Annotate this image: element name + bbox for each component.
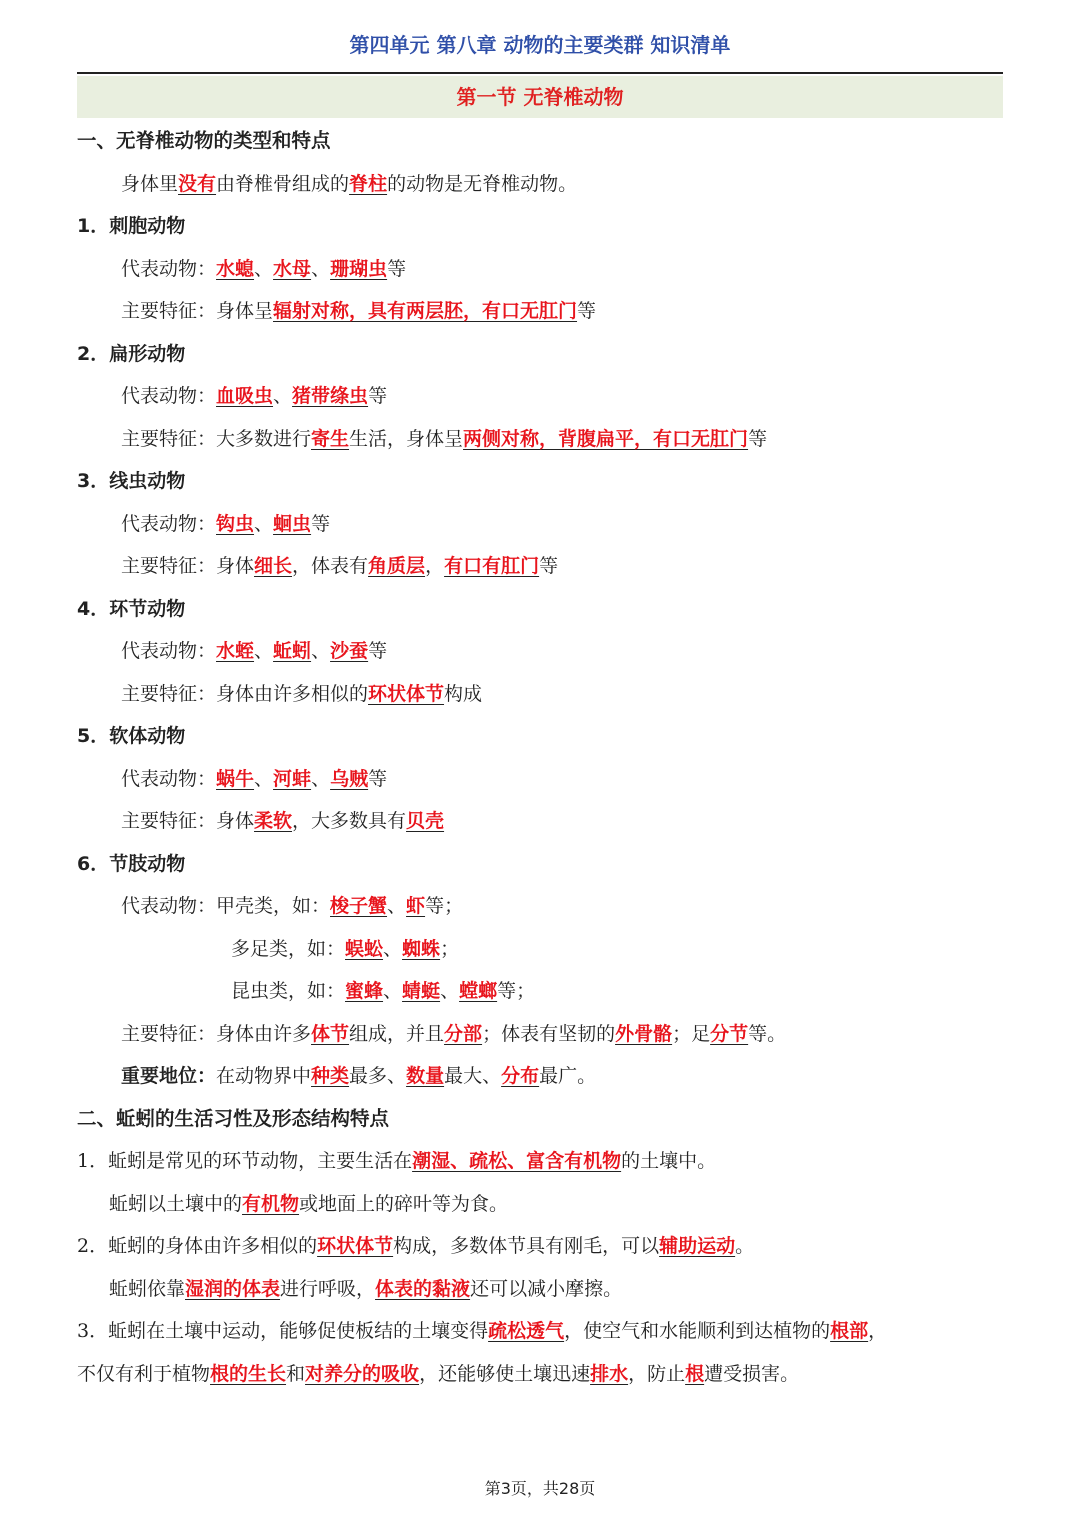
text-segment: 等 <box>311 512 331 535</box>
heading-line <box>77 588 1007 631</box>
text-segment: 等 <box>577 300 597 322</box>
text-segment: 、 <box>254 767 274 790</box>
document-body <box>77 120 1007 1395</box>
text-line <box>77 1353 1007 1396</box>
heading-line <box>77 205 1007 248</box>
text-segment: 多足类，如： <box>231 937 346 960</box>
keyword-answer: 根的生长 <box>210 1362 287 1385</box>
text-segment: 最多、 <box>349 1065 407 1087</box>
text-segment: 等； <box>497 980 536 1002</box>
text-segment: 等。 <box>748 1022 787 1045</box>
text-segment: 、 <box>273 385 293 407</box>
keyword-answer: 有机物 <box>242 1192 300 1215</box>
keyword-answer: 分部 <box>444 1022 483 1045</box>
text-segment: 2．扁形动物 <box>77 342 186 365</box>
text-segment: 身体里 <box>121 172 179 195</box>
keyword-answer: 脊柱 <box>349 172 388 195</box>
text-segment: ，使空气和水能顺利到达植物的 <box>564 1320 831 1342</box>
keyword-answer: 水母 <box>273 257 312 280</box>
text-segment: 代表动物： <box>121 512 217 535</box>
keyword-answer: 两侧对称，背腹扁平，有口无肛门 <box>463 427 749 450</box>
keyword-answer: 对养分的吸收 <box>305 1362 420 1385</box>
keyword-answer: 贝壳 <box>406 810 445 832</box>
text-line <box>77 1013 1007 1056</box>
text-segment: 、 <box>383 980 403 1002</box>
text-segment: ； <box>440 937 460 960</box>
heading-line <box>77 460 1007 503</box>
keyword-answer: 有口有肛门 <box>444 555 540 577</box>
keyword-answer: 环状体节 <box>317 1235 394 1257</box>
text-segment: 主要特征：身体 <box>121 555 255 577</box>
text-segment: ，大多数具有 <box>292 810 407 832</box>
keyword-answer: 体节 <box>311 1022 350 1045</box>
text-line <box>77 673 1007 716</box>
keyword-answer: 蚯蚓 <box>273 640 312 662</box>
text-segment: 3．线虫动物 <box>77 470 186 492</box>
heading-line <box>77 715 1007 758</box>
text-line <box>77 375 1007 418</box>
text-segment: 主要特征：身体 <box>121 810 255 832</box>
keyword-answer: 种类 <box>311 1065 350 1087</box>
keyword-answer: 角质层 <box>368 555 426 577</box>
text-segment: ， <box>425 555 445 577</box>
text-line <box>77 1310 1007 1353</box>
text-segment: 主要特征：身体由许多 <box>121 1022 312 1045</box>
keyword-answer: 蜈蚣 <box>345 937 384 960</box>
heading-line <box>77 120 1007 163</box>
text-line <box>77 800 1007 843</box>
keyword-answer: 辅助运动 <box>659 1235 736 1257</box>
text-segment: 在动物界中 <box>216 1065 312 1087</box>
text-segment: 、 <box>387 895 407 917</box>
text-segment: 4．环节动物 <box>77 597 186 620</box>
text-segment: 、 <box>311 767 331 790</box>
text-segment: ，防止 <box>628 1362 686 1385</box>
keyword-answer: 辐射对称，具有两层胚，有口无肛门 <box>273 300 578 322</box>
keyword-answer: 细长 <box>254 555 293 577</box>
keyword-answer: 螳螂 <box>459 980 498 1002</box>
heading-line <box>77 1098 1007 1141</box>
text-segment: 和 <box>286 1362 306 1385</box>
text-segment: 一、无脊椎动物的类型和特点 <box>77 129 331 152</box>
text-segment: 主要特征：身体由许多相似的 <box>121 682 369 705</box>
text-segment: 进行呼吸， <box>280 1277 376 1300</box>
text-line <box>77 248 1007 291</box>
text-line <box>77 1225 1007 1268</box>
keyword-answer: 乌贼 <box>330 767 369 790</box>
text-segment: 等 <box>748 427 768 450</box>
keyword-answer: 沙蚕 <box>330 640 369 662</box>
text-line <box>77 290 1007 333</box>
keyword-answer: 排水 <box>590 1362 629 1385</box>
keyword-answer: 湿润的体表 <box>185 1277 281 1300</box>
text-segment: 代表动物： <box>121 257 217 280</box>
text-line <box>77 503 1007 546</box>
text-line <box>77 885 1007 928</box>
keyword-answer: 潮湿、疏松、富含有机物 <box>412 1150 622 1172</box>
page-footer <box>0 1476 1080 1499</box>
text-segment: 昆虫类，如： <box>231 980 346 1002</box>
text-segment: 、 <box>311 640 331 662</box>
text-segment: 3．蚯蚓在土壤中运动，能够促使板结的土壤变得 <box>77 1320 489 1342</box>
text-segment: 还可以减小摩擦。 <box>470 1277 623 1300</box>
section-title: 第一节 无脊椎动物 <box>456 85 624 109</box>
text-segment: 的动物是无脊椎动物。 <box>387 172 578 195</box>
text-segment: 等 <box>368 767 388 790</box>
keyword-answer: 体表的黏液 <box>375 1277 471 1300</box>
text-segment: 构成 <box>444 682 483 705</box>
keyword-answer: 疏松透气 <box>488 1320 565 1342</box>
text-line <box>77 418 1007 461</box>
text-line <box>77 758 1007 801</box>
keyword-answer: 梭子蟹 <box>330 895 388 917</box>
text-segment: 1．刺胞动物 <box>77 215 186 237</box>
text-segment: 主要特征：身体呈 <box>121 300 274 322</box>
keyword-answer: 没有 <box>178 172 217 195</box>
keyword-answer: 蜗牛 <box>216 767 255 790</box>
text-segment: 等 <box>368 640 388 662</box>
heading-line <box>77 333 1007 376</box>
keyword-answer: 血吸虫 <box>216 385 274 407</box>
keyword-answer: 分节 <box>710 1022 749 1045</box>
keyword-answer: 环状体节 <box>368 682 445 705</box>
keyword-answer: 猪带绦虫 <box>292 385 369 407</box>
heading-line <box>77 843 1007 886</box>
page-number: 第3页，共28页 <box>484 1479 596 1498</box>
text-segment: 等； <box>425 895 464 917</box>
header-title: 第四单元 第八章 动物的主要类群 知识清单 <box>349 33 731 57</box>
text-line <box>77 928 1007 971</box>
bold-label: 重要地位： <box>121 1065 217 1087</box>
keyword-answer: 分布 <box>501 1065 540 1087</box>
text-segment: 代表动物： <box>121 385 217 407</box>
text-segment: 等 <box>368 385 388 407</box>
text-segment: 、 <box>383 937 403 960</box>
text-segment: 最大、 <box>444 1065 502 1087</box>
text-segment: 代表动物： <box>121 767 217 790</box>
page-header <box>77 28 1003 74</box>
text-line <box>77 1268 1007 1311</box>
keyword-answer: 蜘蛛 <box>402 937 441 960</box>
text-segment: 、 <box>311 257 331 280</box>
text-segment: 。 <box>735 1235 755 1257</box>
text-segment: ；体表有坚韧的 <box>482 1022 616 1045</box>
text-segment: 生活，身体呈 <box>349 427 464 450</box>
text-segment: 、 <box>254 640 274 662</box>
keyword-answer: 珊瑚虫 <box>330 257 388 280</box>
section-title-bar <box>77 76 1003 118</box>
text-segment: 、 <box>440 980 460 1002</box>
text-segment: 或地面上的碎叶等为食。 <box>299 1192 509 1215</box>
text-segment: 的土壤中。 <box>621 1150 717 1172</box>
keyword-answer: 钩虫 <box>216 512 255 535</box>
text-segment: ， <box>868 1320 888 1342</box>
text-segment: 遭受损害。 <box>704 1362 800 1385</box>
keyword-answer: 根 <box>685 1362 705 1385</box>
text-segment: 最广。 <box>539 1065 597 1087</box>
text-line <box>77 545 1007 588</box>
text-segment: 2．蚯蚓的身体由许多相似的 <box>77 1235 318 1257</box>
text-segment: 蚯蚓以土壤中的 <box>109 1192 243 1215</box>
text-segment: 等 <box>539 555 559 577</box>
text-segment: 主要特征：大多数进行 <box>121 427 312 450</box>
text-line <box>77 1055 1007 1098</box>
text-segment: 1．蚯蚓是常见的环节动物，主要生活在 <box>77 1150 413 1172</box>
text-segment: 等 <box>387 257 407 280</box>
text-segment: 构成，多数体节具有刚毛，可以 <box>393 1235 660 1257</box>
keyword-answer: 蜜蜂 <box>345 980 384 1002</box>
keyword-answer: 寄生 <box>311 427 350 450</box>
keyword-answer: 柔软 <box>254 810 293 832</box>
text-segment: ，体表有 <box>292 555 369 577</box>
text-segment: ，还能够使土壤迅速 <box>419 1362 591 1385</box>
keyword-answer: 蜻蜓 <box>402 980 441 1002</box>
text-segment: 、 <box>254 257 274 280</box>
keyword-answer: 河蚌 <box>273 767 312 790</box>
keyword-answer: 水螅 <box>216 257 255 280</box>
text-line <box>77 630 1007 673</box>
keyword-answer: 外骨骼 <box>615 1022 673 1045</box>
text-line <box>77 970 1007 1013</box>
text-segment: 由脊椎骨组成的 <box>216 172 350 195</box>
text-segment: 6．节肢动物 <box>77 852 186 875</box>
text-segment: 5．软体动物 <box>77 725 186 747</box>
text-segment: 蚯蚓依靠 <box>109 1277 186 1300</box>
keyword-answer: 根部 <box>830 1320 869 1342</box>
keyword-answer: 虾 <box>406 895 426 917</box>
text-segment: 二、蚯蚓的生活习性及形态结构特点 <box>77 1106 390 1130</box>
text-segment: 代表动物： <box>121 640 217 662</box>
text-segment: 代表动物：甲壳类，如： <box>121 895 331 917</box>
text-line <box>77 163 1007 206</box>
text-segment: 组成，并且 <box>349 1022 445 1045</box>
keyword-answer: 蛔虫 <box>273 512 312 535</box>
keyword-answer: 水蛭 <box>216 640 255 662</box>
text-line <box>77 1183 1007 1226</box>
text-segment: ；足 <box>672 1022 711 1045</box>
text-segment: 不仅有利于植物 <box>77 1362 211 1385</box>
text-line <box>77 1140 1007 1183</box>
text-segment: 、 <box>254 512 274 535</box>
keyword-answer: 数量 <box>406 1065 445 1087</box>
